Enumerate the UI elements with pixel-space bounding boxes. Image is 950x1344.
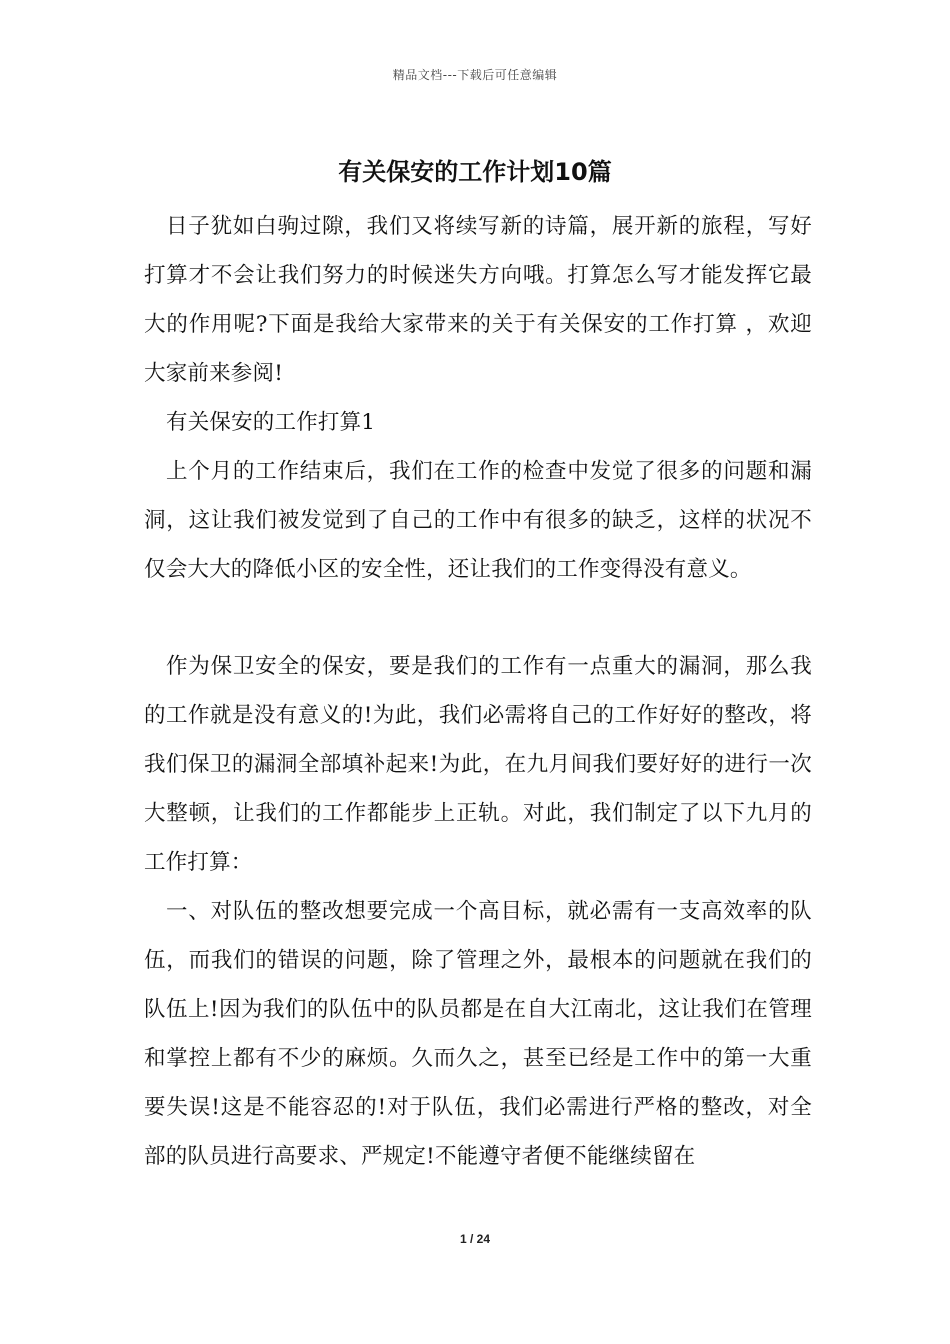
section-heading: 有关保安的工作打算1 [166,410,376,435]
body-paragraph-1: 上个月的工作结束后，我们在工作的检查中发觉了很多的问题和漏洞，这让我们被发觉到了自己的工作中有很多的缺乏，这样的状况不仅会大大的降低小区的安全性，还让我们的工作变得没有意义。 [144,459,812,582]
page-header-note: 精品文档---下载后可任意编辑 [392,68,558,82]
body-paragraph-3: 一、对队伍的整改想要完成一个高目标，就必需有一支高效率的队伍，而我们的错误的问题，除了管理之外，最根本的问题就在我们的队伍上!因为我们的队伍中的队员都是在自大江南北，这让我们在管理和掌控上都有不少的麻烦。久而久之，甚至已经是工作中的第一大重要失误!这是不能容忍的!对于队伍，我们必需进行严格的整改，对全部的队员进行高要求、严规定!不能遵守者便不能继续留在 [144,899,812,1169]
document-title: 有关保安的工作计划10篇 [338,158,612,186]
page-number: 1 / 24 [459,1232,491,1246]
document-body [144,202,812,1181]
paragraph-spacer [144,594,812,642]
intro-paragraph: 日子犹如白驹过隙，我们又将续写新的诗篇，展开新的旅程，写好打算才不会让我们努力的时候迷失方向哦。打算怎么写才能发挥它最大的作用呢?下面是我给大家带来的关于有关保安的工作打算 ，欢迎大家前来参阅! [144,214,812,386]
body-paragraph-2: 作为保卫安全的保安，要是我们的工作有一点重大的漏洞，那么我的工作就是没有意义的!为此，我们必需将自己的工作好好的整改，将我们保卫的漏洞全部填补起来!为此，在九月间我们要好好的进行一次大整顿，让我们的工作都能步上正轨。对此，我们制定了以下九月的工作打算： [144,654,812,875]
